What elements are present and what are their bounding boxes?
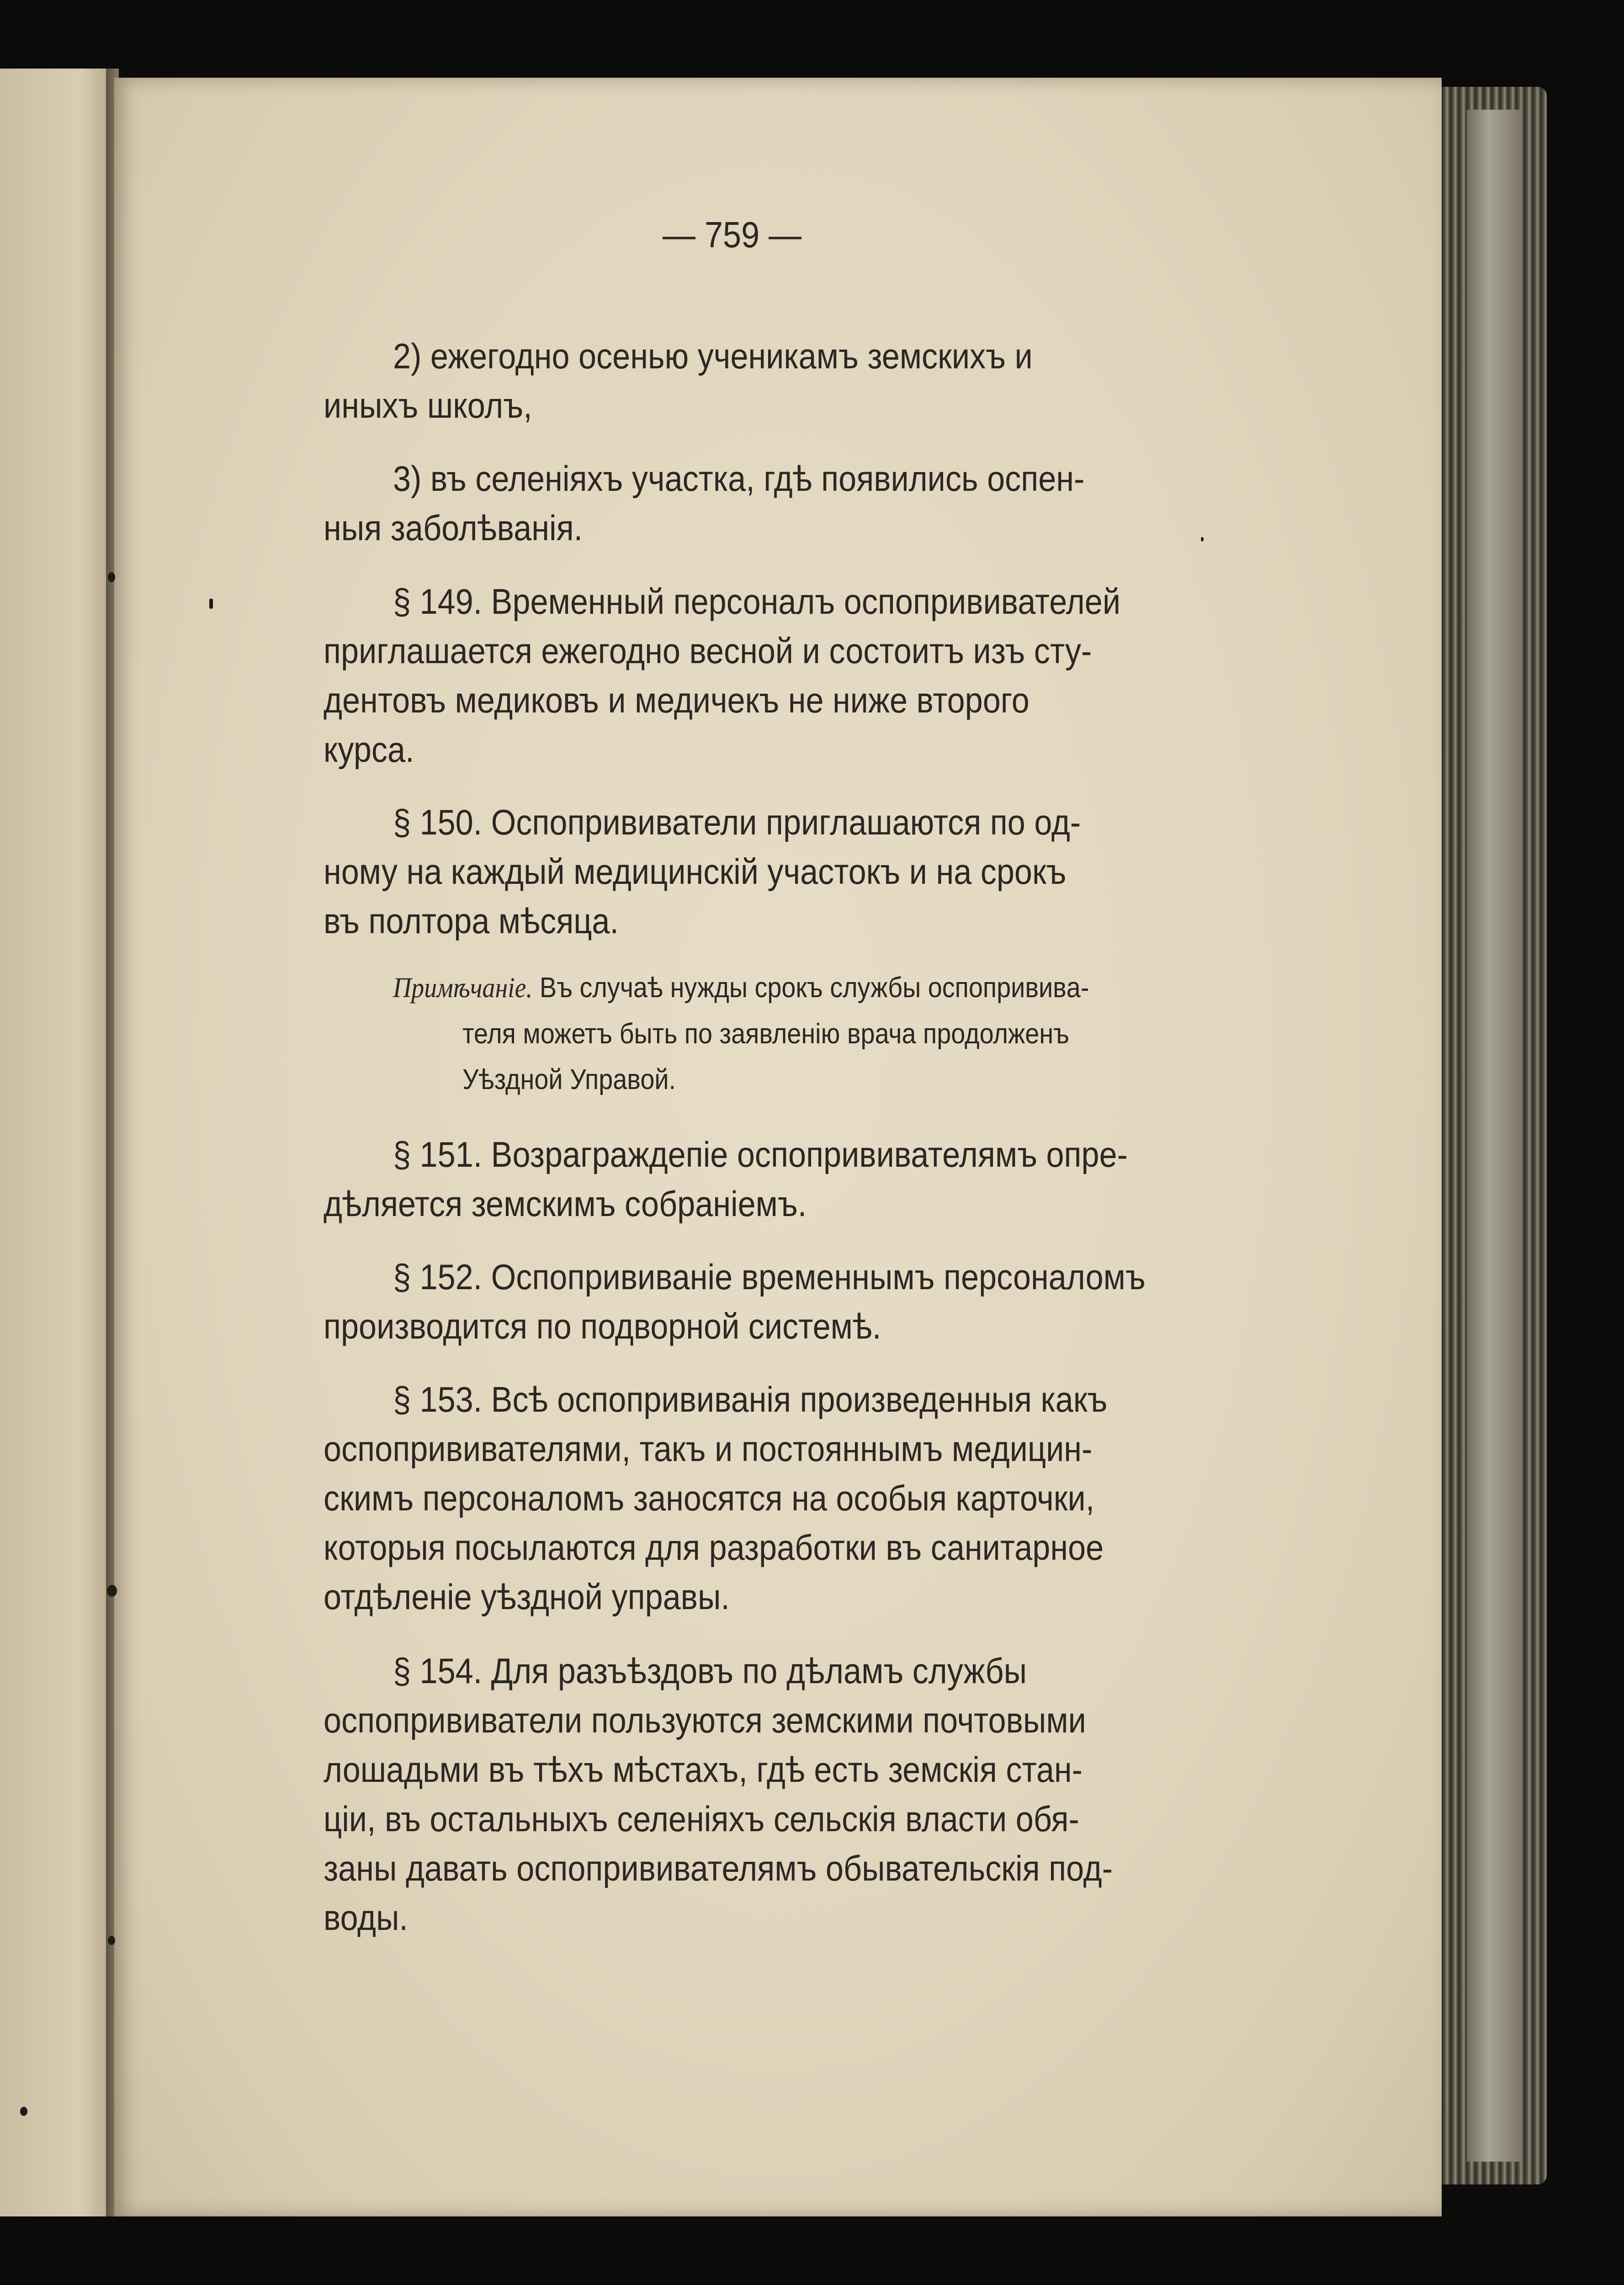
para-150-line-1: § 150. Оспопрививатели приглашаются по од-: [393, 802, 1081, 842]
para-154-line-4: ціи, въ остальныхъ селеніяхъ сельскія власти обя-: [324, 1799, 1079, 1839]
ink-speck: [209, 599, 213, 609]
para-154-line-6: воды.: [324, 1897, 408, 1938]
para-150-line-3: въ полтора мѣсяца.: [324, 901, 619, 941]
para-154-line-3: лошадьми въ тѣхъ мѣстахъ, гдѣ есть земскія стан-: [324, 1749, 1083, 1790]
para-152-line-2: производится по подворной системѣ.: [324, 1306, 881, 1346]
para-1-line-1: 2) ежегодно осенью ученикамъ земскихъ и: [393, 336, 1033, 376]
para-1-line-2: иныхъ школъ,: [324, 385, 532, 425]
para-154-line-5: заны давать оспопрививателямъ обывательскія под-: [324, 1848, 1113, 1888]
para-151-line-2: дѣляется земскимъ собраніемъ.: [324, 1184, 807, 1224]
binding-mark: [108, 1936, 115, 1945]
para-154-line-2: оспопрививатели пользуются земскими почтовыми: [324, 1700, 1086, 1740]
note-label: Примѣчаніе.: [393, 972, 533, 1004]
ink-speck: [1201, 537, 1204, 542]
para-153-line-4: которыя посылаются для разработки въ санитарное: [324, 1527, 1104, 1568]
para-153-line-2: оспопрививателями, такъ и постояннымъ медицин-: [324, 1429, 1093, 1469]
para-149-line-4: курса.: [324, 729, 414, 770]
para-151-line-1: § 151. Возраграждепіе оспопрививателямъ опре-: [393, 1134, 1128, 1174]
book-fore-edge-pages: [1467, 110, 1522, 2162]
note-line-1: [393, 967, 1089, 1010]
para-152-line-1: § 152. Оспопрививаніе временнымъ персоналомъ: [393, 1257, 1146, 1297]
note-text: Въ случаѣ нужды срокъ службы оспопрививa-: [539, 972, 1089, 1004]
para-154-line-1: § 154. Для разъѣздовъ по дѣламъ службы: [393, 1651, 1027, 1691]
para-149-line-1: § 149. Временный персоналъ оспопрививателей: [393, 581, 1121, 622]
page-number: — 759 —: [663, 214, 802, 255]
previous-page-edge: [0, 69, 114, 2216]
binding-mark: [107, 1585, 117, 1597]
binding-mark: [108, 572, 115, 582]
note-line-3: Уѣздной Управой.: [462, 1064, 676, 1095]
para-153-line-1: § 153. Всѣ оспопрививанія произведенныя какъ: [393, 1379, 1108, 1419]
binding-mark: [20, 2107, 27, 2116]
note-line-2: теля можетъ быть по заявленію врача продолженъ: [462, 1018, 1070, 1050]
para-149-line-3: дентовъ медиковъ и медичекъ не ниже второго: [324, 680, 1030, 720]
para-153-line-5: отдѣленіе уѣздной управы.: [324, 1577, 730, 1617]
para-153-line-3: скимъ персоналомъ заносятся на особыя карточки,: [324, 1478, 1095, 1518]
para-150-line-2: ному на каждый медицинскій участокъ и на срокъ: [324, 851, 1067, 892]
para-2-line-1: 3) въ селеніяхъ участка, гдѣ появились оспен-: [393, 458, 1085, 499]
para-2-line-2: ныя заболѣванія.: [324, 508, 583, 548]
para-149-line-2: приглашается ежегодно весной и состоитъ изъ сту-: [324, 631, 1092, 671]
